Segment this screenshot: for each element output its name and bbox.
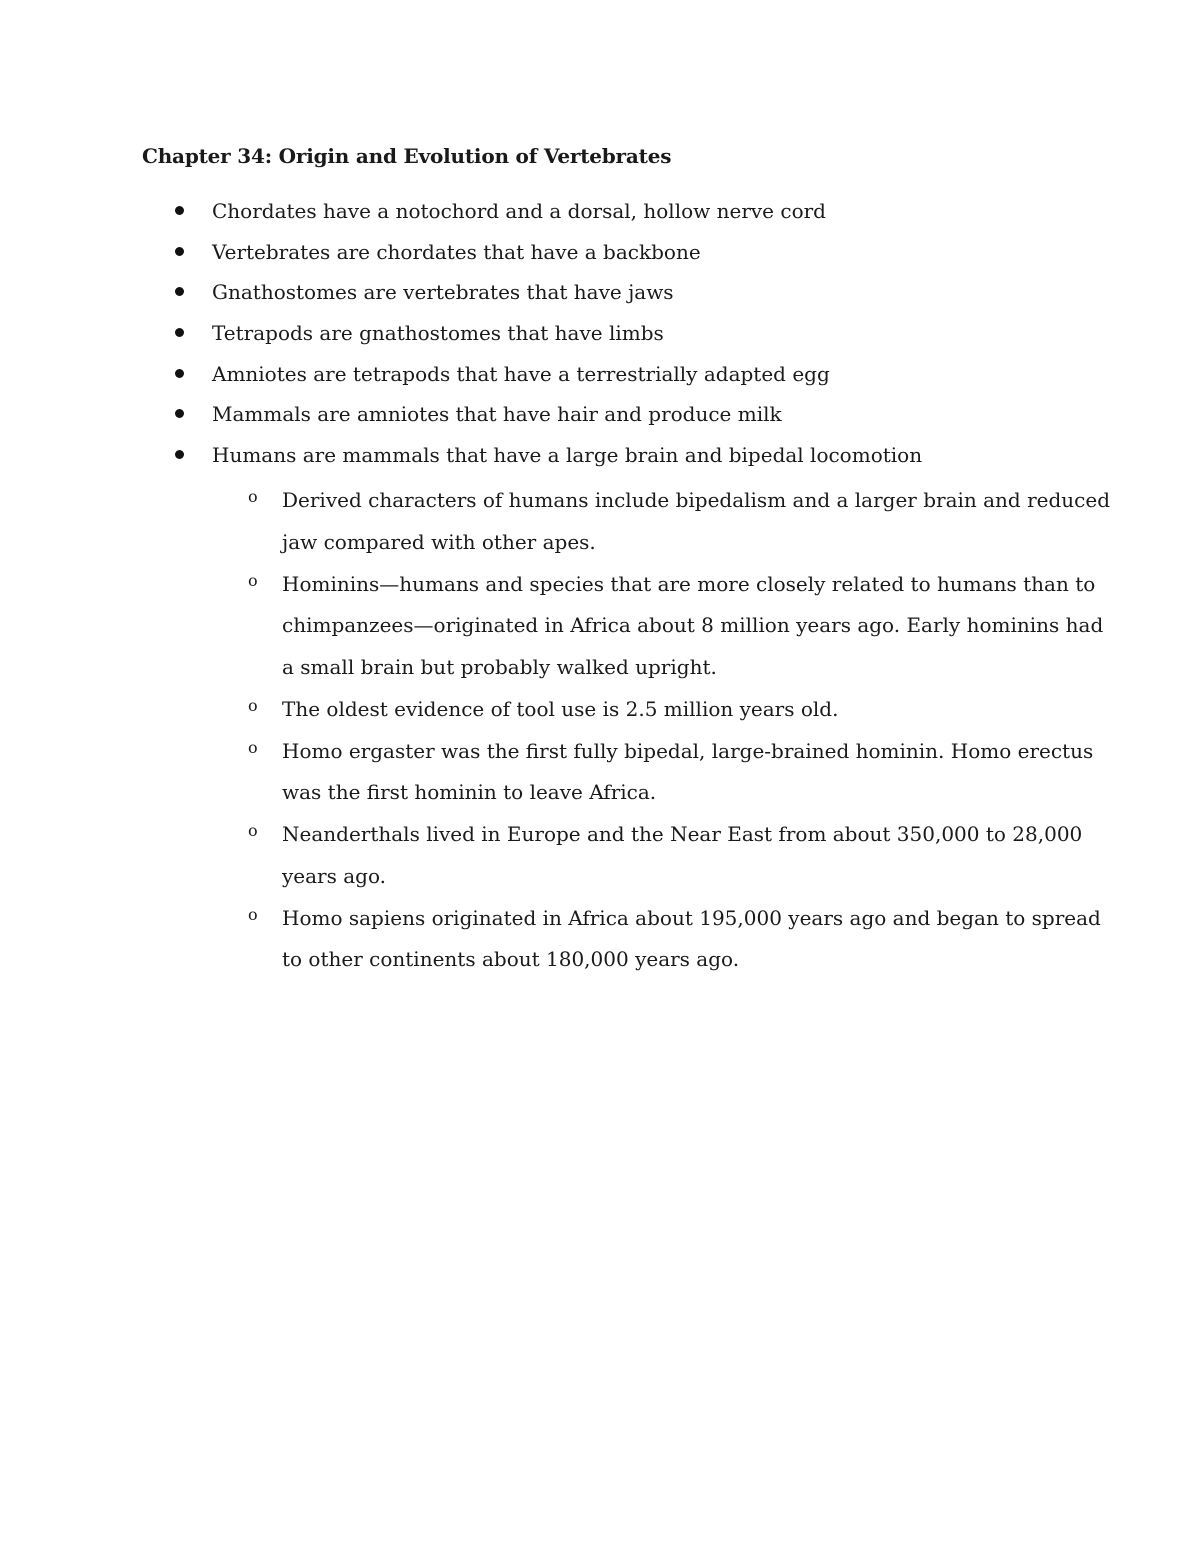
sub-bullet-marker: o — [248, 695, 258, 715]
sub-bullet-item — [0, 480, 1200, 563]
sub-bullet-item — [0, 731, 1200, 814]
bullet-item — [0, 440, 1200, 481]
bullet-text: Tetrapods are gnathostomes that have limbs — [212, 321, 664, 346]
bullet-item — [0, 318, 1200, 359]
sub-bullet-line: years ago. — [282, 863, 387, 888]
bullet-icon — [175, 409, 184, 418]
sub-bullet-text — [282, 814, 1083, 897]
sub-bullet-line: Hominins—humans and species that are more closely related to humans than to — [282, 571, 1096, 596]
sub-bullet-text — [282, 480, 1111, 563]
bullet-text: Amniotes are tetrapods that have a terrestrially adapted egg — [212, 361, 830, 386]
bullet-text: Chordates have a notochord and a dorsal, hollow nerve cord — [212, 199, 826, 223]
sub-bullet-text — [282, 689, 1062, 731]
sub-bullet-item — [0, 898, 1200, 981]
sub-bullet-item — [0, 689, 1200, 731]
sub-bullet-marker: o — [248, 904, 258, 924]
bullet-icon — [175, 287, 184, 296]
sub-bullet-item — [0, 814, 1200, 897]
bullet-icon — [175, 247, 184, 256]
bullet-icon — [175, 328, 184, 337]
sub-bullet-marker: o — [248, 821, 258, 840]
bullet-item — [0, 399, 1200, 440]
bullet-item — [0, 359, 1200, 400]
bullet-text: Humans are mammals that have a large brain and bipedal locomotion — [212, 443, 923, 468]
sub-bullet-line: Homo ergaster was the first fully bipedal, large-brained hominin. Homo erectus — [282, 738, 1094, 763]
bullet-icon — [175, 206, 184, 215]
bullet-icon — [175, 450, 184, 459]
sub-bullet-line: The oldest evidence of tool use is 2.5 million years old. — [282, 696, 839, 721]
sub-bullet-line: a small brain but probably walked upright. — [282, 654, 717, 679]
bullet-icon — [175, 369, 184, 378]
bullet-text: Mammals are amniotes that have hair and produce milk — [212, 402, 782, 427]
sub-bullet-marker: o — [248, 737, 258, 757]
sub-bullet-line: chimpanzees—originated in Africa about 8 million years ago. Early hominins had — [282, 613, 1104, 637]
bullet-item — [0, 196, 1200, 237]
sub-bullet-marker: o — [248, 570, 258, 590]
bullet-item — [0, 277, 1200, 318]
sub-bullet-line: Derived characters of humans include bipedalism and a larger brain and reduced — [282, 488, 1111, 512]
sub-bullet-text — [282, 898, 1101, 981]
bullet-list — [0, 196, 1200, 481]
bullet-item — [0, 237, 1200, 278]
sub-bullet-line: Neanderthals lived in Europe and the Near East from about 350,000 to 28,000 — [282, 822, 1083, 846]
page-title: Chapter 34: Origin and Evolution of Vertebrates — [142, 144, 672, 168]
sub-bullet-item — [0, 564, 1200, 689]
bullet-text: Gnathostomes are vertebrates that have jaws — [212, 280, 674, 305]
bullet-text: Vertebrates are chordates that have a backbone — [212, 239, 701, 264]
sub-bullet-line: to other continents about 180,000 years ago. — [282, 947, 740, 971]
sub-bullet-line: Homo sapiens originated in Africa about 195,000 years ago and began to spread — [282, 905, 1101, 930]
sub-bullet-line: jaw compared with other apes. — [282, 529, 596, 554]
sub-bullet-text — [282, 731, 1094, 814]
sub-bullet-text — [282, 564, 1104, 689]
sub-bullet-line: was the first hominin to leave Africa. — [282, 780, 657, 804]
sub-bullet-list — [0, 480, 1200, 981]
sub-bullet-marker: o — [248, 487, 258, 506]
